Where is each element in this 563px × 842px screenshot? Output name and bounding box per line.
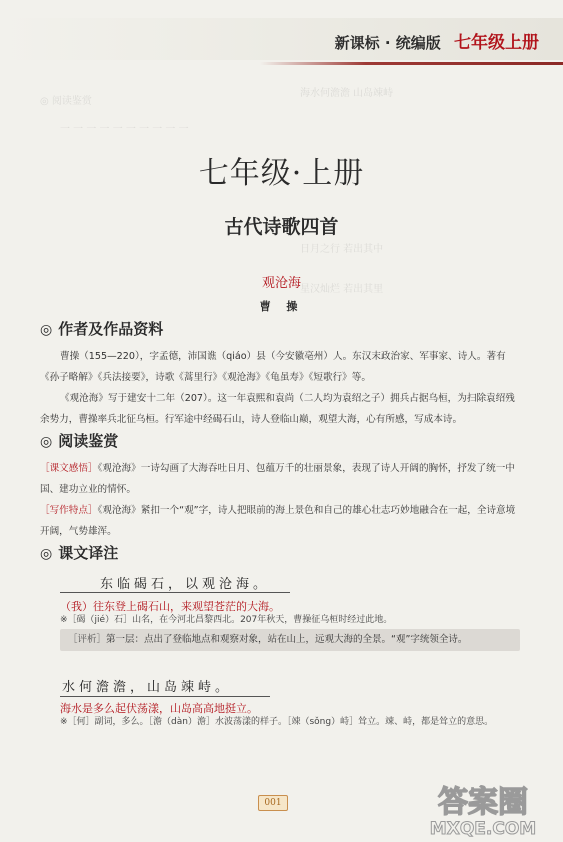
header: [335, 28, 539, 53]
author-info-paragraph: 《观沧海》写于建安十二年（207）。这一年袁熙和袁尚（二人均为袁绍之子）拥兵占据乌桓，为扫除袁绍残余势力，曹操率兵北征乌桓。行军途中经碣石山，诗人登临山巅，观望大海，心有所感，写成本诗。: [40, 393, 515, 425]
appreciation-item: [40, 458, 520, 500]
verse-1-translation: （我）往东登上碣石山，来观望苍茫的大海。: [60, 600, 280, 613]
poem-verse-2: 水何澹澹，山岛竦峙。: [62, 680, 233, 695]
author-info-paragraph: 曹操（155—220），字孟德，沛国谯（qiáo）县（今安徽亳州）人。东汉末政治家、军事家、诗人。著有《孙子略解》《兵法接要》，诗歌《蒿里行》《观沧海》《龟虽寿》《短歌行》等。: [40, 351, 506, 383]
section-title: 古代诗歌四首: [224, 216, 339, 238]
header-rule: [260, 62, 563, 65]
appreciation-body: [40, 458, 520, 542]
poem-title: 观沧海: [261, 276, 301, 291]
verse-1-note: ※［碣（jié）石］山名，在今河北昌黎西北。207年秋天，曹操征乌桓时经过此地。: [60, 615, 393, 625]
appreciation-tag: ［写作特点］: [40, 505, 98, 516]
page-number: 001: [258, 795, 288, 811]
author-info-body: [40, 346, 520, 430]
target-bullet-icon: ◎: [40, 546, 53, 562]
verse-underline: [60, 696, 270, 697]
watermark-text-2: MXQE.COM: [429, 819, 537, 838]
show-through-text: ◎ 阅读鉴赏: [40, 96, 92, 107]
appreciation-item: [40, 500, 520, 542]
heading-translation-text: 课文译注: [58, 544, 119, 562]
target-bullet-icon: ◎: [40, 434, 53, 450]
header-series: 新课标 · 统编版: [334, 34, 441, 52]
watermark-logo: [413, 776, 553, 838]
header-grade: 七年级上册: [454, 33, 539, 53]
heading-translation: [40, 542, 118, 563]
heading-author-info-text: 作者及作品资料: [58, 320, 164, 338]
verse-2-note: ※［何］副词，多么。［澹（dàn）澹］水波荡漾的样子。［竦（sǒng）峙］耸立。竦、峙，都是耸立的意思。: [60, 717, 494, 727]
heading-author-info: [40, 318, 163, 339]
show-through-text: 海水何澹澹 山岛竦峙: [300, 88, 394, 99]
analysis-text: 第一层：点出了登临地点和观察对象，站在山上，远观大海的全景。“观”字统领全诗。: [106, 634, 468, 645]
show-through-text: 一 一 一 一 一 一 一 一 一 一: [60, 124, 189, 135]
appreciation-tag: ［课文感悟］: [40, 463, 98, 474]
poem-author: 曹 操: [259, 300, 304, 313]
show-through-text: 日月之行 若出其中: [300, 244, 384, 255]
verse-underline: [60, 592, 290, 593]
page-title: 七年级·上册: [198, 156, 365, 191]
analysis-tag: ［评析］: [68, 634, 107, 645]
analysis-box: [60, 629, 520, 651]
appreciation-text: 《观沧海》紧扣一个“观”字，诗人把眼前的海上景色和自己的雄心壮志巧妙地融合在一起，全诗意境开阔，气势雄浑。: [40, 505, 516, 537]
appreciation-text: 《观沧海》一诗勾画了大海吞吐日月、包蕴万千的壮丽景象，表现了诗人开阔的胸怀，抒发了统一中国、建功立业的情怀。: [40, 463, 515, 495]
target-bullet-icon: ◎: [40, 322, 53, 338]
verse-2-translation: 海水是多么起伏荡漾，山岛高高地挺立。: [60, 702, 258, 715]
poem-verse-1: 东临碣石，以观沧海。: [100, 577, 271, 592]
heading-appreciation-text: 阅读鉴赏: [58, 432, 119, 450]
show-through-text: 星汉灿烂 若出其里: [300, 284, 384, 295]
watermark-text-1: 答案圈: [438, 785, 528, 820]
heading-appreciation: [40, 430, 118, 451]
